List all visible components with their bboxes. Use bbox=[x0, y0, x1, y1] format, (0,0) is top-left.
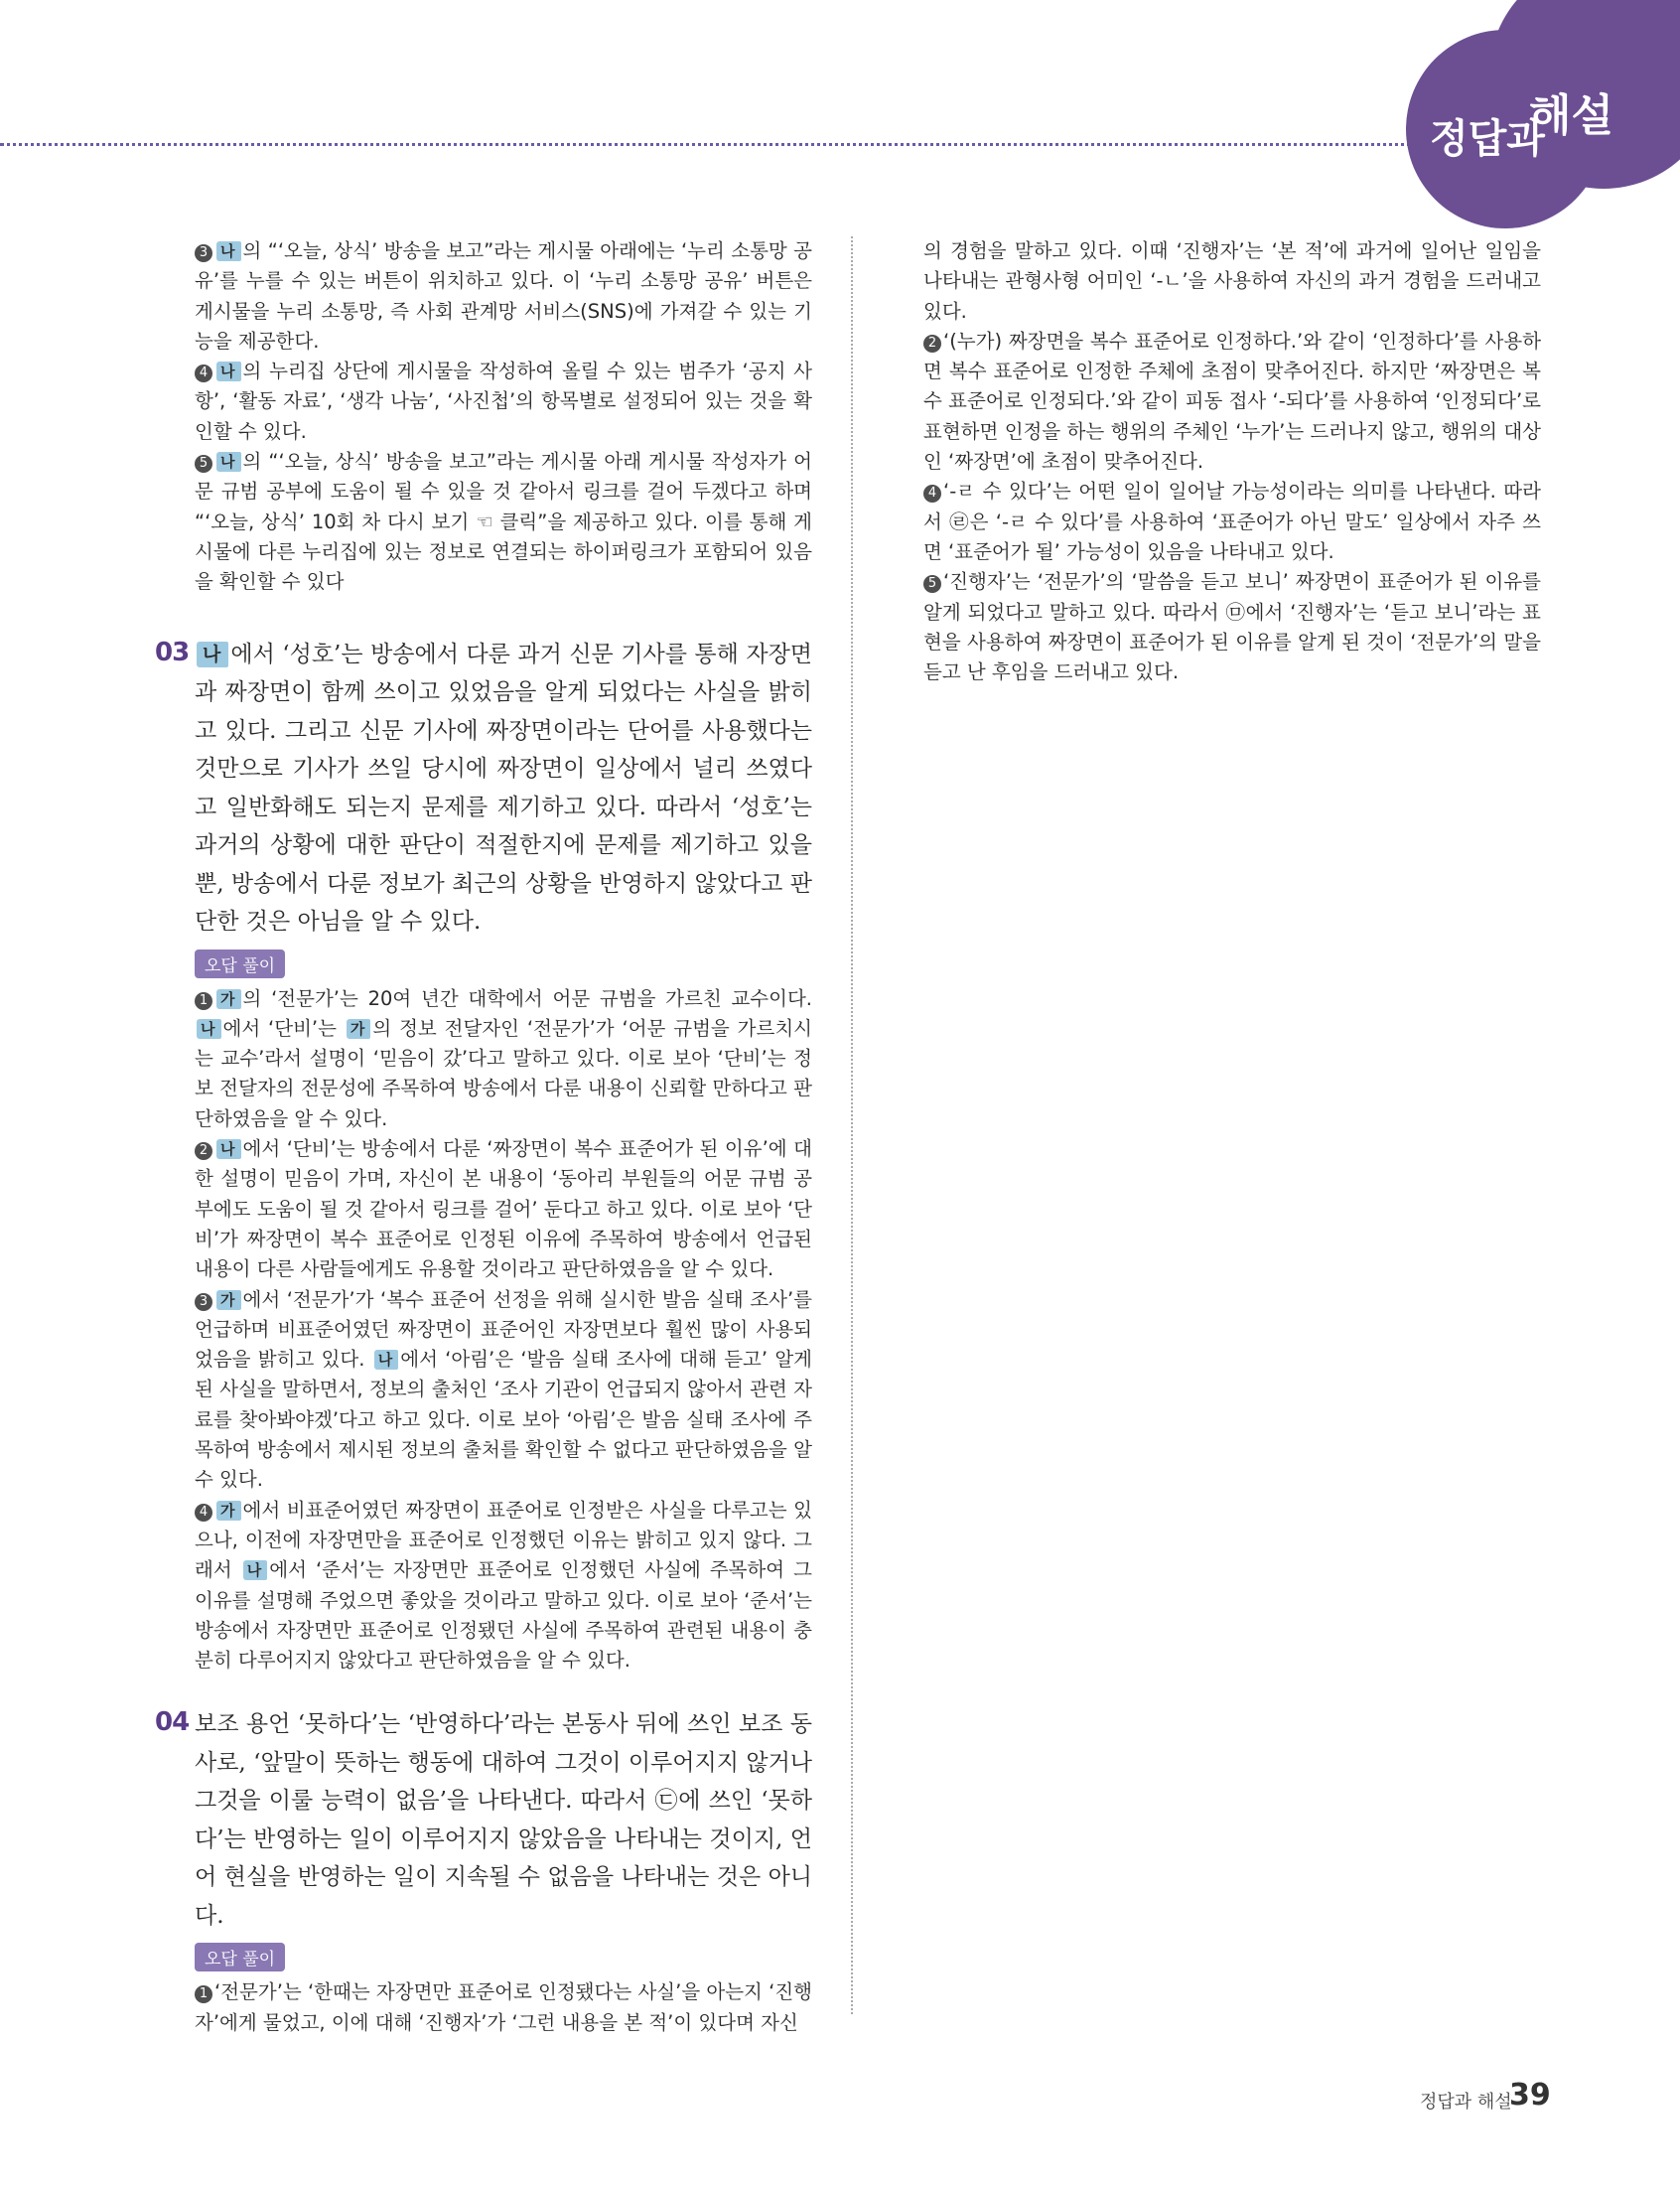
option-paragraph bbox=[195, 236, 812, 357]
option-paragraph bbox=[923, 327, 1541, 477]
option-paragraph bbox=[195, 1285, 812, 1496]
passage-marker: 나 bbox=[216, 1139, 241, 1159]
left-column bbox=[155, 236, 813, 2038]
wrong-answer-tag: 오답 풀이 bbox=[195, 1943, 285, 1971]
option-paragraph bbox=[195, 1496, 812, 1677]
option-paragraph bbox=[195, 1134, 812, 1284]
right-column bbox=[923, 236, 1541, 687]
header-dotted-rule bbox=[0, 143, 1430, 146]
circled-number: 5 bbox=[195, 455, 212, 473]
option-text: 에서 ‘단비’는 방송에서 다룬 ‘짜장면이 복수 표준어가 된 이유’에 대한 설명이 믿음이 가며, 자신이 본 내용이 ‘동아리 부원들의 어문 규범 공부에도 도움이 될 것 같아서 링크를 걸어’ 둔다고 하고 있다. 이로 보아 ‘단비’가 짜장면이 복수 표준어로 인정된 이유에 주목하여 방송에서 언급된 내용이 다른 사람들에게도 유용할 것이라고 판단하였음을 알 수 있다. bbox=[195, 1137, 812, 1281]
circled-number: 4 bbox=[195, 1504, 212, 1522]
option-text: 에서 ‘준서’는 자장면만 표준어로 인정했던 사실에 주목하여 그 이유를 설명해 주었으면 좋았을 것이라고 말하고 있다. 이로 보아 ‘준서’는 방송에서 자장면만 표준어로 인정됐던 사실에 주목하여 관련된 내용이 충분히 다루어지지 않았다고 판단하였음을 알 수 있다. bbox=[195, 1558, 812, 1673]
circled-number: 3 bbox=[195, 1293, 212, 1311]
footer-label: 정답과 해설 bbox=[1420, 2092, 1512, 2113]
option-text: 의 “‘오늘, 상식’ 방송을 보고”라는 게시물 아래 게시물 작성자가 어문 규범 공부에 도움이 될 수 있을 것 같아서 링크를 걸어 두겠다고 하며 “‘오늘, 상식’ 10회 차 다시 보기 ☜ 클릭”을 제공하고 있다. 이를 통해 게시물에 다른 누리집에 있는 정보로 연결되는 하이퍼링크가 포함되어 있음을 확인할 수 있다 bbox=[195, 450, 812, 594]
option-text: 에서 비표준어였던 짜장면이 표준어로 인정받은 사실을 다루고는 있으나, 이전에 자장면만을 표준어로 인정했던 이유는 밝히고 있지 않다. 그래서 bbox=[195, 1498, 812, 1582]
option-paragraph bbox=[195, 357, 812, 447]
option-paragraph bbox=[923, 477, 1541, 567]
passage-marker: 나 bbox=[216, 362, 241, 381]
passage-marker: 나 bbox=[243, 1560, 268, 1580]
option-text: ‘전문가’는 ‘한때는 자장면만 표준어로 인정됐다는 사실’을 아는지 ‘진행자’에게 물었고, 이에 대해 ‘진행자’가 ‘그런 내용을 본 적’이 있다며 자신 bbox=[195, 1980, 812, 2034]
option-text: ‘진행자’는 ‘전문가’의 ‘말씀을 듣고 보니’ 짜장면이 표준어가 된 이유를 알게 되었다고 말하고 있다. 따라서 ㉤에서 ‘진행자’는 ‘듣고 보니’라는 표현을 사용하여 짜장면이 표준어가 된 이유를 알게 된 것이 ‘전문가’의 말을 듣고 난 후임을 드러내고 있다. bbox=[923, 570, 1541, 684]
wrong-answer-tag: 오답 풀이 bbox=[195, 949, 285, 978]
passage-marker: 가 bbox=[216, 1290, 241, 1310]
header-badge-title: 정답과 bbox=[1430, 116, 1545, 162]
question-number: 03 bbox=[155, 637, 190, 667]
option-text: 에서 ‘아림’은 ‘발음 실태 조사에 대해 듣고’ 알게 된 사실을 말하면서, 정보의 출처인 ‘조사 기관이 언급되지 않아서 관련 자료를 찾아봐야겠’다고 하고 있다. 이로 보아 ‘아림’은 발음 실태 조사에 주목하여 방송에서 제시된 정보의 출처를 확인할 수 없다고 판단하였음을 알 수 있다. bbox=[195, 1348, 813, 1492]
option-paragraph: 의 경험을 말하고 있다. 이때 ‘진행자’는 ‘본 적’에 과거에 일어난 일임을 나타내는 관형사형 어미인 ‘-ㄴ’을 사용하여 자신의 과거 경험을 드러내고 있다. bbox=[923, 239, 1541, 323]
circled-number: 1 bbox=[195, 992, 212, 1010]
option-text: ‘(누가) 짜장면을 복수 표준어로 인정하다.’와 같이 ‘인정하다’를 사용하면 복수 표준어로 인정한 주체에 초점이 맞추어진다. 하지만 ‘짜장면은 복수 표준어로 인정되다.’와 같이 피동 접사 ‘-되다’를 사용하여 ‘인정되다’로 표현하면 인정을 하는 행위의 주체인 ‘누가’는 드러나지 않고, 행위의 대상인 ‘짜장면’에 초점이 맞추어진다. bbox=[923, 329, 1541, 474]
passage-marker: 나 bbox=[216, 452, 241, 472]
option-text: 에서 ‘단비’는 bbox=[222, 1016, 337, 1040]
passage-marker: 가 bbox=[347, 1019, 371, 1039]
option-text: ‘-ㄹ 수 있다’는 어떤 일이 일어날 가능성이라는 의미를 나타낸다. 따라서 ㉣은 ‘-ㄹ 수 있다’를 사용하여 ‘표준어가 아닌 말도’ 일상에서 자주 쓰면 ‘표준어가 될’ 가능성이 있음을 나타내고 있다. bbox=[923, 480, 1541, 563]
question-03 bbox=[155, 636, 813, 1677]
circled-number: 2 bbox=[195, 1142, 212, 1160]
option-paragraph bbox=[195, 984, 812, 1134]
circled-number: 3 bbox=[195, 244, 212, 262]
option-text: 에서 ‘전문가’가 ‘복수 표준어 선정을 위해 실시한 발음 실태 조사’를 언급하며 비표준어였던 짜장면이 표준어인 자장면보다 훨씬 많이 사용되었음을 밝히고 있다. bbox=[195, 1287, 812, 1372]
option-paragraph bbox=[195, 1977, 812, 2038]
option-text: 의 누리집 상단에 게시물을 작성하여 올릴 수 있는 범주가 ‘공지 사항’, ‘활동 자료’, ‘생각 나눔’, ‘사진첩’의 항목별로 설정되어 있는 것을 확인할 수 있다. bbox=[195, 360, 812, 443]
column-divider bbox=[851, 236, 853, 2014]
page-number: 39 bbox=[1509, 2078, 1551, 2113]
option-paragraph bbox=[923, 567, 1541, 687]
circled-number: 4 bbox=[923, 485, 941, 503]
passage-marker: 가 bbox=[216, 989, 241, 1009]
passage-marker: 가 bbox=[216, 1501, 241, 1521]
passage-marker: 나 bbox=[197, 1019, 221, 1039]
answer-explanation: 보조 용언 ‘못하다’는 ‘반영하다’라는 본동사 뒤에 쓰인 보조 동사로, ‘앞말이 뜻하는 행동에 대하여 그것이 이루어지지 않거나 그것을 이룰 능력이 없음’을 나타낸다. 따라서 ㉢에 쓰인 ‘못하다’는 반영하는 일이 이루어지지 않았음을 나타내는 것이지, 언어 현실을 반영하는 일이 지속될 수 없음을 나타내는 것은 아니다. bbox=[195, 1711, 812, 1929]
option-text: 의 정보 전달자인 ‘전문가’가 ‘어문 규범을 가르치시는 교수’라서 설명이 ‘믿음이 갔’다고 말하고 있다. 이로 보아 ‘단비’는 정보 전달자의 전문성에 주목하여 방송에서 다룬 내용이 신뢰할 만하다고 판단하였음을 알 수 있다. bbox=[195, 1016, 812, 1130]
circled-number: 4 bbox=[195, 365, 212, 382]
answer-text: 에서 ‘성호’는 방송에서 다룬 과거 신문 기사를 통해 자장면과 짜장면이 함께 쓰이고 있었음을 알게 되었다는 사실을 밝히고 있다. 그리고 신문 기사에 짜장면이라는 단어를 사용했다는 것만으로 기사가 쓰일 당시에 짜장면이 일상에서 널리 쓰였다고 일반화해도 되는지 문제를 제기하고 있다. 따라서 ‘성호’는 과거의 상황에 대한 판단이 적절한지에 문제를 제기하고 있을 뿐, 방송에서 다룬 정보가 최근의 상황을 반영하지 않았다고 판단한 것은 아님을 알 수 있다. bbox=[195, 641, 812, 936]
option-text: 의 “‘오늘, 상식’ 방송을 보고”라는 게시물 아래에는 ‘누리 소통망 공유’를 누를 수 있는 버튼이 위치하고 있다. 이 ‘누리 소통망 공유’ 버튼은 게시물을 누리 소통망, 즉 사회 관계망 서비스(SNS)에 가져갈 수 있는 기능을 제공한다. bbox=[195, 239, 812, 353]
question-04 bbox=[155, 1705, 812, 2038]
passage-marker: 나 bbox=[374, 1350, 399, 1370]
header-badge-subtitle: 해설 bbox=[1529, 90, 1614, 141]
question-number: 04 bbox=[155, 1707, 190, 1738]
circled-number: 2 bbox=[923, 335, 941, 353]
answer-explanation bbox=[195, 636, 812, 942]
option-paragraph bbox=[195, 447, 812, 597]
circled-number: 5 bbox=[923, 575, 941, 593]
passage-marker: 나 bbox=[216, 241, 241, 261]
option-text: 의 ‘전문가’는 20여 년간 대학에서 어문 규범을 가르친 교수이다. bbox=[242, 986, 812, 1010]
passage-marker: 나 bbox=[197, 642, 228, 667]
circled-number: 1 bbox=[195, 1985, 212, 2003]
